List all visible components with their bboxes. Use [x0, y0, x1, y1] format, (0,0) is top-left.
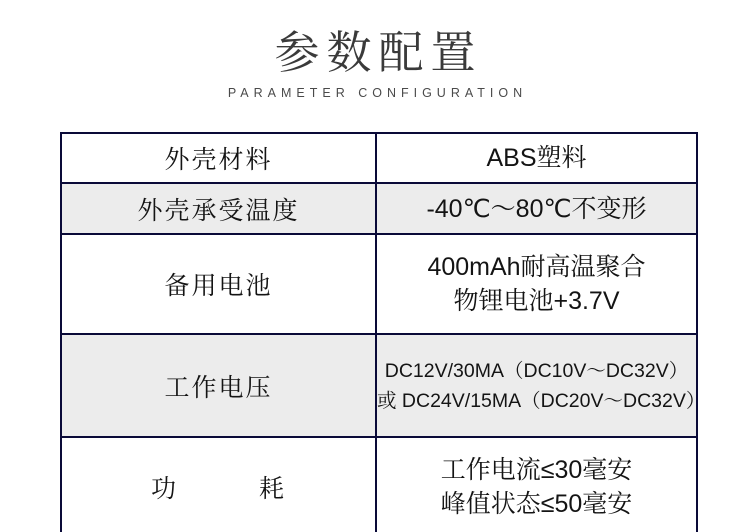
- spec-value-line: 400mAh耐高温聚合: [427, 253, 646, 281]
- spec-label: 功 耗: [61, 437, 376, 532]
- spec-value: [376, 183, 697, 234]
- table-row-working-voltage: [61, 334, 697, 437]
- page-title: 参数配置: [274, 27, 483, 78]
- spec-value-line: DC12V/30MA（DC10V～DC32V）: [384, 359, 689, 382]
- spec-label: 工作电压: [61, 334, 376, 437]
- spec-label: 外壳承受温度: [61, 183, 376, 234]
- table-row-shell-temperature: [61, 183, 697, 234]
- spec-value: [376, 234, 697, 334]
- spec-value-line: 工作电流≤30毫安: [440, 456, 633, 484]
- spec-value-line: 或 DC24V/15MA（DC20V～DC32V）: [377, 389, 706, 412]
- page-header: [0, 0, 750, 100]
- spec-value-line: -40℃～80℃不变形: [426, 194, 647, 223]
- page-subtitle: PARAMETER CONFIGURATION: [227, 86, 528, 100]
- spec-label: 外壳材料: [61, 133, 376, 183]
- spec-value: [376, 133, 697, 183]
- spec-value: [376, 334, 706, 437]
- spec-value-line: ABS塑料: [486, 144, 587, 172]
- table-row-shell-material: [61, 133, 697, 183]
- table-row-power-consumption: [61, 437, 697, 532]
- table-row-backup-battery: [61, 234, 697, 334]
- spec-value-line: 物锂电池+3.7V: [453, 287, 620, 315]
- spec-value-line: 峰值状态≤50毫安: [440, 490, 633, 518]
- spec-value: [376, 437, 697, 532]
- spec-label: 备用电池: [61, 234, 376, 334]
- spec-table: [60, 132, 706, 532]
